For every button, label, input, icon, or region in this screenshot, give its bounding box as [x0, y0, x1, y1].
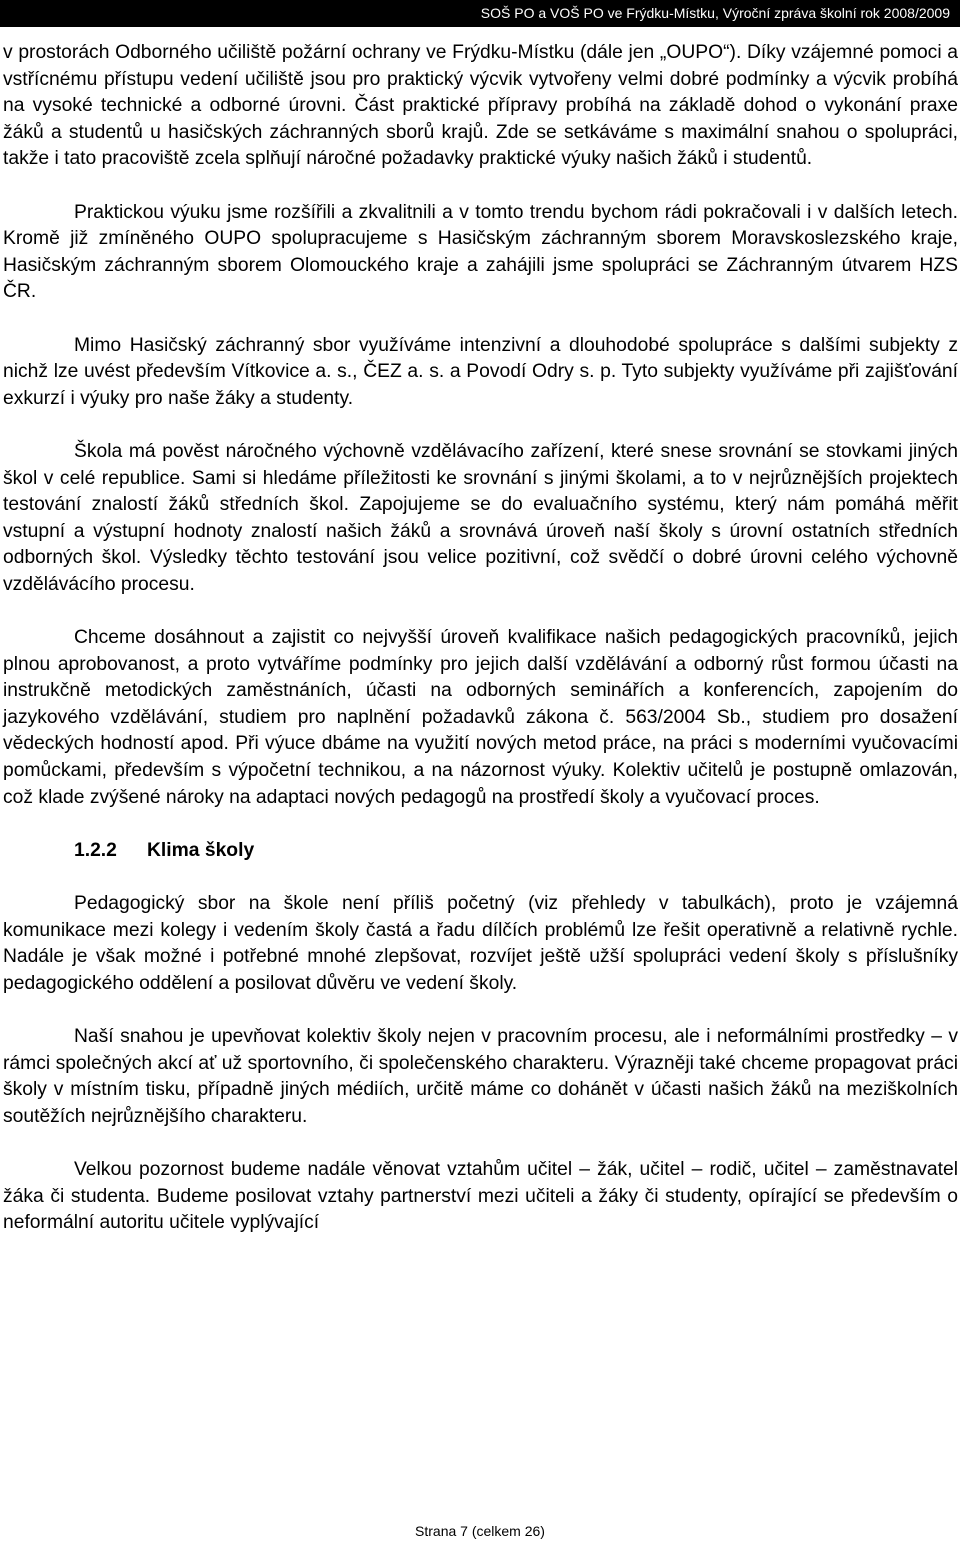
paragraph-relationships: Velkou pozornost budeme nadále věnovat vztahům učitel – žák, učitel – rodič, učitel – zaměstnavatel žáka či studenta. Budeme posilovat vztahy partnerství mezi učiteli a žáky či studenty, opírající se především o neformální autoritu učitele vyplývající: [3, 1158, 958, 1234]
section-heading: [3, 838, 958, 865]
header-title: SOŠ PO a VOŠ PO ve Frýdku-Místku, Výroční zpráva školní rok 2008/2009: [480, 5, 950, 21]
section-number: 1.2.2: [74, 839, 117, 861]
paragraph-continuation: v prostorách Odborného učiliště požární ochrany ve Frýdku-Místku (dále jen „OUPO“). Díky vzájemné pomoci a vstřícnému přístupu vedení učiliště jsou pro praktický výcvik vytvořeny velmi dobré podmínky a výcvik probíhá na vysoké technické a odborné úrovni. Část praktické přípravy probíhá na základě dohod o vykonání praxe žáků a studentů u hasičských záchranných sborů krajů. Zde se setkáváme s maximální snahou o spolupráci, takže i tato pracoviště zcela splňují náročné požadavky praktické výuky našich žáků i studentů.: [3, 42, 958, 170]
section-title: Klima školy: [147, 839, 255, 861]
paragraph-practical-training: Praktickou výuku jsme rozšířili a zkvalitnili a v tomto trendu bychom rádi pokračovali i v dalších letech. Kromě již zmíněného OUPO spolupracujeme s Hasičským záchranným sborem Moravskoslezského kraje, Hasičským záchranným sborem Olomouckého kraje a zahájili jsme spolupráci se Záchranným útvarem HZS ČR.: [3, 201, 958, 303]
paragraph-teacher-qualification: Chceme dosáhnout a zajistit co nejvyšší úroveň kvalifikace našich pedagogických pracovníků, jejich plnou aprobovanost, a proto vytváříme podmínky pro jejich další vzdělávání a odborný růst formou účasti na instrukčně metodických zaměstnáních, účasti na odborných seminářích a konferencích, zapojením do jazykového vzdělávání, studiem pro naplnění požadavků zákona č. 563/2004 Sb., studiem pro dosažení vědeckých hodností apod. Při výuce dbáme na využití nových metod práce, na práci s moderními vyučovacími pomůckami, především s výpočetní technikou, a na názornost výuky. Kolektiv učitelů je postupně omlazován, což klade zvýšené nároky na adaptaci nových pedagogů na prostředí školy a vyučovací proces.: [3, 627, 958, 808]
page-number: Strana 7 (celkem 26): [415, 1523, 545, 1539]
paragraph-cooperation: Mimo Hasičský záchranný sbor využíváme intenzivní a dlouhodobé spolupráce s dalšími subjekty z nichž lze uvést především Vítkovice a. s., ČEZ a. s. a Povodí Odry s. p. Tyto subjekty využíváme při zajišťování exkurzí i výuky pro naše žáky a studenty.: [3, 334, 958, 409]
paragraph-school-reputation: Škola má pověst náročného výchovně vzdělávacího zařízení, které snese srovnání se stovkami jiných škol v celé republice. Sami si hledáme příležitosti ke srovnání s jinými školami, a to v nejrůznějších projektech testování znalostí žáků středních škol. Zapojujeme se do evaluačního systému, který nám pomáhá měřit vstupní a výstupní hodnoty znalostí našich žáků a srovnává úroveň naší školy s úrovní ostatních středních odborných škol. Výsledky těchto testování jsou velice pozitivní, což svědčí o dobré úrovni celého výchovně vzdělávácího procesu.: [3, 440, 958, 595]
paragraph-staff-communication: Pedagogický sbor na škole není příliš početný (viz přehledy v tabulkách), proto je vzájemná komunikace mezi kolegy i vedením školy častá a řadu dílčích problémů lze řešit operativně a relativně rychle. Nadále je však možné i potřebné mnohé zlepšovat, rozvíjet ještě užší spolupráci vedení školy s příslušníky pedagogického oddělení a posilovat důvěru ve vedení školy.: [3, 893, 958, 994]
paragraph-school-collective: Naší snahou je upevňovat kolektiv školy nejen v pracovním procesu, ale i neformálními prostředky – v rámci společných akcí ať už sportovního, či společenského charakteru. Výrazněji také chceme propagovat práci školy v místním tisku, případně jiných médiích, určitě máme co dohánět v účasti našich žáků na meziškolních soutěžích nejrůznějšího charakteru.: [3, 1025, 958, 1127]
page-footer: [0, 1522, 960, 1540]
page-header: [0, 0, 960, 27]
document-body: [3, 40, 958, 1237]
